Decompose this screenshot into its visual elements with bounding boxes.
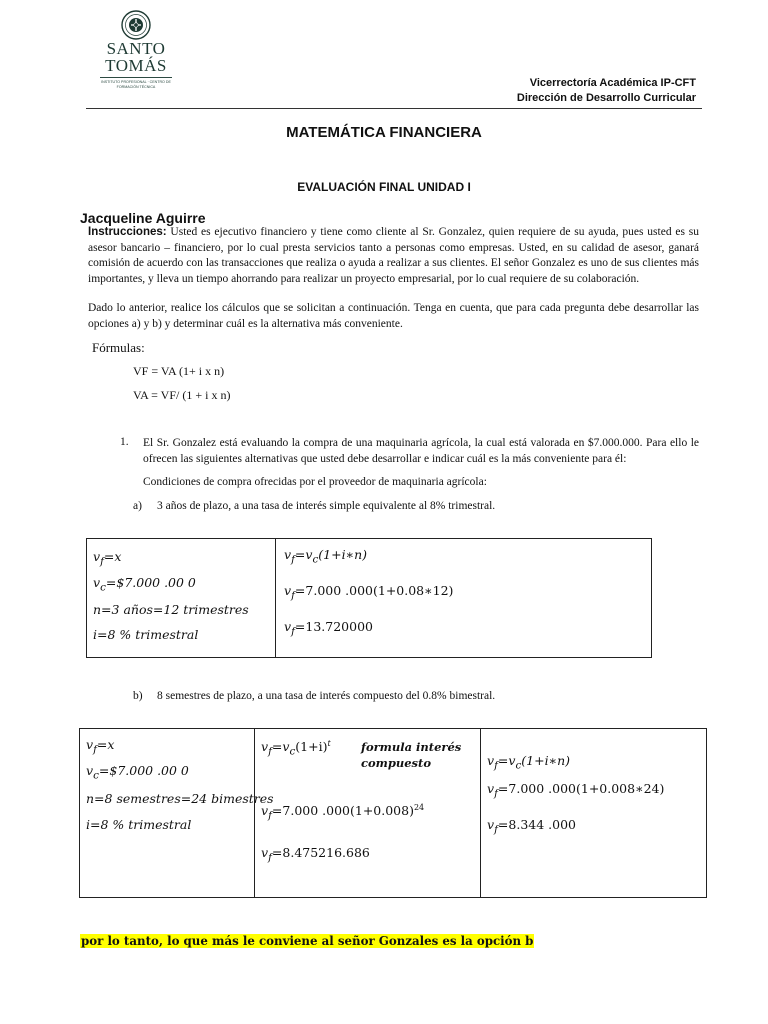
formulas-label: Fórmulas:: [92, 340, 145, 355]
ta-given-vc: $v_c=\$7.000$ .00 0: [93, 575, 196, 594]
option-a-letter: a): [133, 500, 142, 512]
logo-tagline: INSTITUTO PROFESIONAL · CENTRO DE FORMACIÓN TÉCNICA: [100, 77, 172, 89]
intro-paragraph: Dado lo anterior, realice los cálculos que se solicitan a continuación. Tenga en cuenta, que para cada pregunta debe desarrollar las opciones a) y b) y determinar cuál es la alternativa más conveniente.: [88, 302, 699, 330]
question-number: 1.: [120, 436, 129, 448]
table-a-givens: [87, 539, 275, 657]
header-organization: [517, 76, 696, 106]
santo-tomas-seal-icon: [121, 10, 151, 40]
table-b-compound-solution: [254, 729, 481, 897]
instructions-label: Instrucciones:: [88, 226, 167, 238]
org-line-1: Vicerrectoría Académica IP-CFT: [529, 77, 696, 89]
org-line-2: Dirección de Desarrollo Curricular: [516, 92, 696, 104]
formula-vf: VF = VA (1+ i x n): [133, 364, 225, 378]
table-b-givens: [80, 729, 274, 897]
tb-given-i: i=8 % trimestral: [86, 817, 192, 832]
tb-given-vc: $v_c=\$7.000$ .00 0: [86, 763, 189, 782]
table-option-a: [86, 538, 652, 658]
conditions-text: Condiciones de compra ofrecidas por el proveedor de maquinaria agrícola:: [143, 476, 487, 488]
logo-line-1: SANTO: [106, 39, 166, 58]
instructions-text: Usted es ejecutivo financiero y tiene como cliente al Sr. Gonzalez, quien requiere de su ayuda, pues usted es su asesor bancario – financiero, por lo cual presta servicios tanto a personas como empresas. Usted, en su calidad de asesor, ganará comisión de acuerdo con las transacciones que realiza o ayuda a realizar a sus clientes. El señor Gonzalez es uno de sus clientes más importantes, y lleva un tiempo ahorrando para realizar un proyecto empresarial, por lo cual requiere de su colaboración.: [88, 226, 699, 285]
ta-formula: $v_f=v_c(1+i∗n)$: [284, 547, 368, 566]
tb-given-vf: $v_f=x$: [86, 737, 115, 756]
tb-simple-result: $v_f=8.344$ .000: [487, 817, 576, 836]
header-divider: [86, 108, 702, 109]
table-option-b: [79, 728, 707, 898]
tb-simple-formula: $v_f=v_c(1+i∗n)$: [487, 753, 571, 772]
ta-given-n: n=3 años=12 trimestres: [93, 602, 249, 617]
document-title: MATEMÁTICA FINANCIERA: [286, 124, 482, 141]
formula-va: VA = VF/ (1 + i x n): [133, 388, 231, 402]
tb-given-n: n=8 semestres=24 bimestres: [86, 791, 274, 806]
tb-compound-result: $v_f=8.475216.686$: [261, 845, 370, 864]
document-subtitle: EVALUACIÓN FINAL UNIDAD I: [297, 180, 471, 194]
author-name: Jacqueline Aguirre: [80, 210, 206, 226]
instructions-paragraph: [88, 225, 699, 287]
table-b-simple-solution: [480, 729, 706, 897]
ta-given-i: i=8 % trimestral: [93, 627, 199, 642]
question-text: El Sr. Gonzalez está evaluando la compra de una maquinaria agrícola, la cual está valorada en $7.000.000. Para ello le ofrecen las siguientes alternativas que usted debe desarrollar e indicar cuál es la más conveniente para él:: [143, 437, 699, 465]
ta-given-vf: $v_f=x$: [93, 549, 122, 568]
ta-result: $v_f=13.720000$: [284, 619, 373, 638]
tb-simple-substitution: $v_f=7.000$ .000(1+0.008∗24): [487, 781, 665, 800]
tb-compound-formula: $v_f=v_c(1+i)^t$: [261, 739, 331, 758]
logo: [96, 10, 176, 89]
option-a-text: 3 años de plazo, a una tasa de interés simple equivalente al 8% trimestral.: [157, 500, 496, 512]
conclusion-highlight: por lo tanto, lo que más le conviene al señor Gonzales es la opción b: [81, 934, 534, 948]
table-a-solution: [275, 539, 651, 657]
option-b-text: 8 semestres de plazo, a una tasa de interés compuesto del 0.8% bimestral.: [157, 690, 496, 702]
logo-line-2: TOMÁS: [105, 56, 167, 75]
ta-substitution: $v_f=7.000$ .000(1+0.08∗12): [284, 583, 454, 602]
tb-compound-substitution: $v_f=7.000$ $.000(1+0.008)^{24}$: [261, 803, 425, 822]
tb-compound-note: formula interés compuesto: [361, 740, 462, 770]
option-b-letter: b): [133, 690, 143, 702]
